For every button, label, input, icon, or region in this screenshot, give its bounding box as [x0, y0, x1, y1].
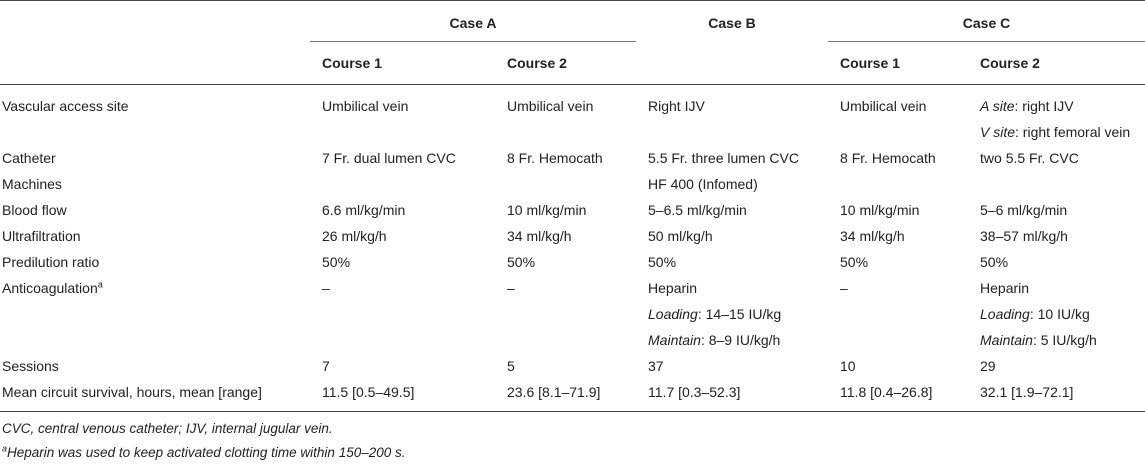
cell: Umbilical vein: [507, 98, 594, 114]
cell-text: : right IJV: [1014, 98, 1074, 114]
row-label: Blood flow: [2, 202, 67, 218]
header-case-c-course-1: Course 1: [828, 42, 968, 85]
cell-italic: V site: [980, 124, 1016, 140]
cell-text: : 10 IU/kg: [1029, 306, 1090, 322]
cell: 29: [980, 358, 996, 374]
cell: HF 400 (Infomed): [648, 176, 758, 192]
header-case-b: Case B: [636, 1, 828, 42]
footnote-marker: a: [97, 279, 103, 290]
cell: 50%: [507, 254, 536, 270]
row-label: Predilution ratio: [2, 254, 100, 270]
cell: 50 ml/kg/h: [648, 228, 713, 244]
table-row: [0, 275, 1145, 301]
cell: –: [322, 280, 330, 296]
cell: 5.5 Fr. three lumen CVC: [648, 150, 799, 166]
cell: 7 Fr. dual lumen CVC: [322, 150, 456, 166]
cell: Umbilical vein: [322, 98, 409, 114]
table-row: [0, 85, 1145, 120]
cell: 50%: [980, 254, 1009, 270]
table-row: [0, 119, 1145, 145]
footnote-abbreviations: CVC, central venous catheter; IJV, internal jugular vein.: [2, 421, 333, 436]
cell: Umbilical vein: [840, 98, 927, 114]
footnote-marker: a: [2, 443, 8, 454]
cell: 5–6.5 ml/kg/min: [648, 202, 747, 218]
row-label: Sessions: [2, 358, 59, 374]
cell: 32.1 [1.9–72.1]: [968, 379, 1145, 412]
cell-italic: Loading: [980, 306, 1030, 322]
cell: 11.8 [0.4–26.8]: [828, 379, 968, 412]
cell: 23.6 [8.1–71.9]: [495, 379, 636, 412]
row-label-text: Anticoagulation: [2, 280, 98, 296]
table-row: [0, 197, 1145, 223]
cell: 8 Fr. Hemocath: [840, 150, 936, 166]
row-label: Mean circuit survival, hours, mean [range]: [0, 379, 310, 412]
cell: 10 ml/kg/min: [840, 202, 920, 218]
cell: [968, 85, 1145, 120]
cell: [968, 119, 1145, 145]
cell: Heparin: [648, 280, 698, 296]
cell: 50%: [322, 254, 351, 270]
cell: 37: [648, 358, 664, 374]
cell: 5–6 ml/kg/min: [980, 202, 1068, 218]
header-case-c-course-2: Course 2: [968, 42, 1145, 85]
cell: 7: [322, 358, 330, 374]
cell: [636, 327, 828, 353]
cell-text: : 8–9 IU/kg/h: [700, 332, 781, 348]
row-label: [0, 275, 310, 301]
table-row: [0, 379, 1145, 412]
cell: [968, 327, 1145, 353]
cell: –: [840, 280, 848, 296]
cell: Heparin: [980, 280, 1030, 296]
cell-text: : 5 IU/kg/h: [1032, 332, 1097, 348]
row-label: Vascular access site: [2, 98, 129, 114]
cell: [636, 301, 828, 327]
row-label: Machines: [2, 176, 62, 192]
cell-italic: A site: [980, 98, 1015, 114]
header-case-a-course-1: Course 1: [310, 42, 495, 85]
cell-italic: Loading: [648, 306, 698, 322]
cell: 50%: [840, 254, 869, 270]
cell: 5: [507, 358, 515, 374]
table-row: [0, 223, 1145, 249]
table-row: [0, 301, 1145, 327]
cell: 10: [840, 358, 856, 374]
cell: 10 ml/kg/min: [507, 202, 587, 218]
header-case-c: Case C: [828, 1, 1145, 42]
cell-text: : 14–15 IU/kg: [697, 306, 782, 322]
table-row: [0, 249, 1145, 275]
cell: 50%: [648, 254, 677, 270]
footnote-a: [2, 445, 406, 460]
cell: 6.6 ml/kg/min: [322, 202, 406, 218]
header-case-a-course-2: Course 2: [495, 42, 636, 85]
row-label: Ultrafiltration: [2, 228, 81, 244]
footnote-text: Heparin was used to keep activated clotting time within 150–200 s.: [7, 445, 406, 460]
cell: 8 Fr. Hemocath: [507, 150, 603, 166]
table-row: [0, 145, 1145, 171]
table-row: [0, 171, 1145, 197]
cell-italic: Maintain: [980, 332, 1033, 348]
cell: [968, 301, 1145, 327]
table-row: [0, 327, 1145, 353]
header-case-a: Case A: [310, 1, 636, 42]
cell: Right IJV: [648, 98, 705, 114]
cell-text: : right femoral vein: [1015, 124, 1131, 140]
cell: two 5.5 Fr. CVC: [980, 150, 1079, 166]
table-row: [0, 353, 1145, 379]
cell: 34 ml/kg/h: [840, 228, 905, 244]
cell: 34 ml/kg/h: [507, 228, 572, 244]
cell: 11.5 [0.5–49.5]: [310, 379, 495, 412]
cell: –: [507, 280, 515, 296]
cell: 26 ml/kg/h: [322, 228, 387, 244]
cell-italic: Maintain: [648, 332, 701, 348]
row-label: Catheter: [2, 150, 56, 166]
cell: 38–57 ml/kg/h: [980, 228, 1068, 244]
cell: 11.7 [0.3–52.3]: [636, 379, 828, 412]
